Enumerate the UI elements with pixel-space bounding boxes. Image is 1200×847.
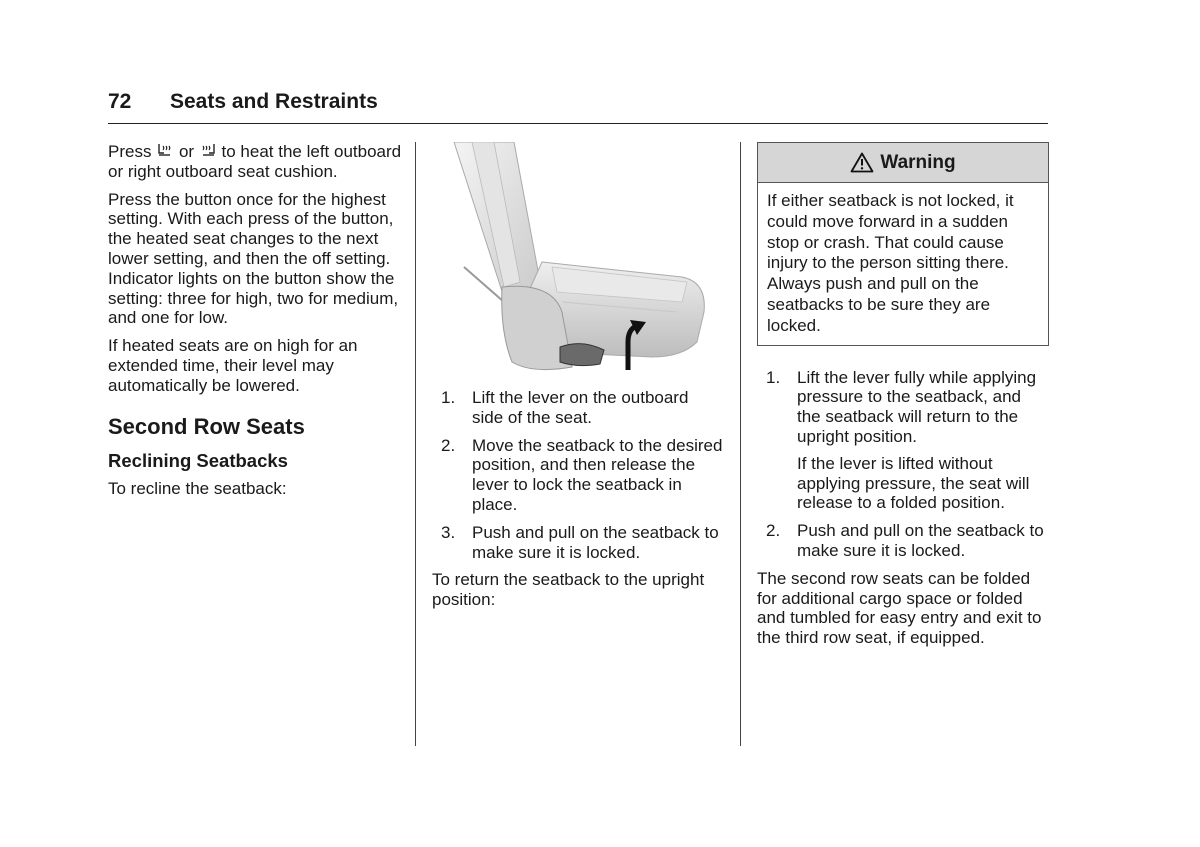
step-number: 2.: [766, 521, 781, 541]
warning-triangle-icon: [850, 152, 874, 173]
text-press: Press: [108, 142, 152, 161]
warning-box: [757, 142, 1049, 346]
list-item: [432, 388, 724, 428]
recline-steps-list: [432, 388, 724, 562]
list-item: [432, 523, 724, 563]
step-text: Move the seatback to the desired position, and then release the lever to lock the seatback in place.: [472, 435, 723, 514]
subheading-reclining-seatbacks: Reclining Seatbacks: [108, 449, 288, 471]
column-divider: [740, 142, 741, 746]
column-middle: [432, 142, 724, 618]
step-number: 3.: [441, 522, 456, 542]
paragraph: If heated seats are on high for an extended time, their level may automatically be lowered.: [108, 336, 358, 395]
heading-second-row-seats: Second Row Seats: [108, 413, 305, 439]
seat-illustration-svg: [432, 142, 722, 374]
paragraph: To return the seatback to the upright position:: [432, 570, 705, 610]
heated-seat-right-icon: [199, 143, 217, 159]
step-text: Push and pull on the seatback to make sure it is locked.: [472, 522, 719, 562]
step-text: Lift the lever fully while applying pressure to the seatback, and the seatback will return to the upright position.: [797, 367, 1037, 446]
step-number: 2.: [441, 435, 456, 455]
list-item: [432, 436, 724, 515]
step-subparagraph: If the lever is lifted without applying pressure, the seat will release to a folded position.: [797, 453, 1030, 513]
heated-seat-left-icon: [156, 143, 174, 159]
heated-seat-paragraph: [108, 142, 403, 182]
step-text: Lift the lever on the outboard side of the seat.: [472, 388, 689, 427]
warning-title: Warning: [880, 151, 956, 173]
column-right: [757, 142, 1049, 656]
paragraph: Press the button once for the highest setting. With each press of the button, the heated seat changes to the next lower setting, and then the off setting. Indicator lights on the button show the setting: three for high, two for medium, and one for low.: [108, 189, 399, 328]
column-divider: [415, 142, 416, 746]
paragraph: To recline the seatback:: [108, 478, 287, 498]
text-heat-rest: to heat the left outboard or right outboard seat cushion.: [108, 142, 402, 181]
page-number: 72: [108, 90, 132, 113]
step-text: Push and pull on the seatback to make sure it is locked.: [797, 521, 1044, 560]
paragraph: The second row seats can be folded for additional cargo space or folded and tumbled for easy entry and exit to the third row seat, if equipped.: [757, 568, 1042, 648]
warning-header: [758, 143, 1048, 183]
warning-text: If either seatback is not locked, it could move forward in a sudden stop or crash. That could cause injury to the person sitting there. Always push and pull on the seatbacks to be sure they are locked.: [767, 191, 1014, 335]
step-number: 1.: [441, 388, 456, 407]
upright-steps-list: [757, 368, 1049, 561]
text-or: or: [178, 142, 195, 161]
page-header: [108, 90, 1048, 124]
column-left: [108, 142, 403, 506]
list-item: [757, 368, 1049, 514]
list-item: [757, 521, 1049, 561]
section-title: Seats and Restraints: [170, 90, 378, 113]
step-number: 1.: [766, 367, 781, 387]
seat-lever-illustration: [432, 142, 722, 374]
